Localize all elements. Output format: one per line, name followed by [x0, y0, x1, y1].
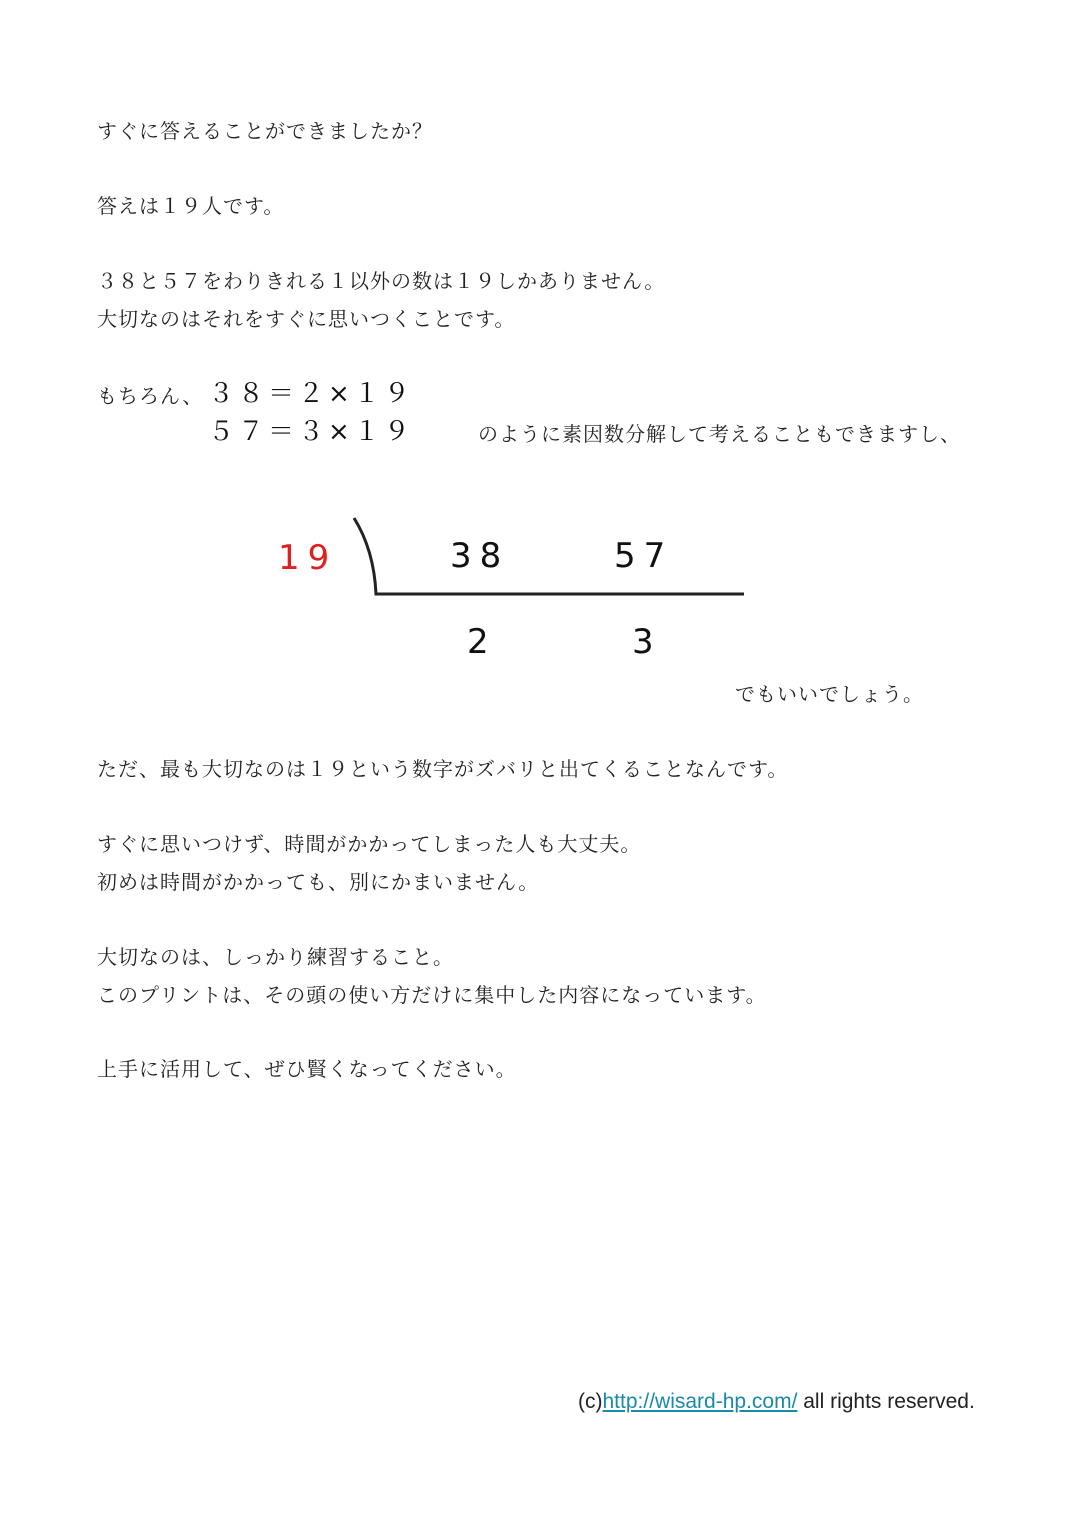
division-quotient-a: 2	[467, 622, 497, 662]
equation-2: ５７＝３×１９	[208, 417, 414, 447]
text-line-7b: 初めは時間がかかっても、別にかまいません。	[97, 870, 540, 894]
text-line-9: 上手に活用して、ぜひ賢くなってください。	[97, 1057, 517, 1081]
text-line-6: ただ、最も大切なのは１９という数字がズバリと出てくることなんです。	[97, 757, 789, 781]
copyright-footer	[578, 1388, 975, 1416]
copyright-prefix: (c)	[578, 1390, 603, 1413]
text-line-8a: 大切なのは、しっかり練習すること。	[97, 945, 454, 969]
text-line-4-suffix: のように素因数分解して考えることもできますし、	[478, 422, 961, 446]
text-line-7a: すぐに思いつけず、時間がかかってしまった人も大丈夫。	[97, 832, 642, 856]
equation-1: ３８＝２×１９	[208, 379, 414, 409]
text-line-3b: 大切なのはそれをすぐに思いつくことです。	[97, 307, 516, 331]
division-bracket-icon	[270, 510, 760, 670]
division-dividend-a: 38	[450, 536, 510, 576]
division-divisor: 19	[278, 538, 338, 578]
text-line-8b: このプリントは、その頭の使い方だけに集中した内容になっています。	[97, 983, 767, 1007]
text-line-5: でもいいでしょう。	[735, 682, 924, 706]
ladder-division-diagram	[270, 510, 760, 670]
text-line-4-prefix: もちろん、	[97, 384, 204, 408]
copyright-suffix: all rights reserved.	[797, 1390, 975, 1413]
text-line-1: すぐに答えることができましたか？	[97, 119, 433, 143]
division-quotient-b: 3	[632, 622, 662, 662]
text-line-2: 答えは１９人です。	[97, 194, 285, 218]
text-line-3a: ３８と５７をわりきれる１以外の数は１９しかありません。	[97, 269, 666, 293]
division-dividend-b: 57	[614, 536, 674, 576]
website-link[interactable]: http://wisard-hp.com/	[602, 1390, 798, 1413]
